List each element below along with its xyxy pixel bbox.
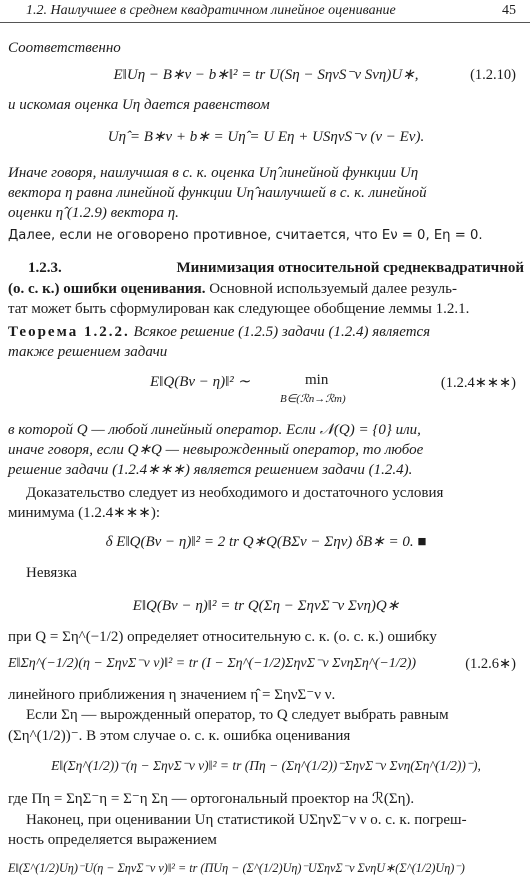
running-title: 1.2. Наилучшее в среднем квадратичном линейное оценивание (26, 3, 396, 18)
text-line: оценки η̂ (1.2.9) вектора η. (8, 205, 179, 221)
equation-number: (1.2.6∗) (465, 656, 516, 672)
theorem-line (8, 322, 524, 342)
text-line: иначе говоря, если Q∗Q — невырожденный оператор, то любое (8, 442, 424, 458)
section-text: Основной используемый далее резуль- (205, 281, 457, 297)
theorem-text: Всякое решение (1.2.5) задачи (1.2.4) является (129, 324, 431, 340)
text-line: тат может быть сформулирован как следующее обобщение леммы 1.2.1. (8, 301, 470, 317)
min-subscript: B∈(ℛn→ℛm) (280, 393, 346, 405)
theorem-line: также решением задачи (8, 344, 168, 360)
text-line: в которой Q — любой линейный оператор. Если 𝒩(Q) = {0} или, (8, 422, 421, 438)
text-line: Далее, если не оговорено противное, считается, что Eν = 0, Eη = 0. (8, 228, 483, 243)
section-title: Минимизация относительной среднеквадратичной (176, 260, 524, 276)
text-line: Соответственно (8, 40, 121, 56)
text-line: Наконец, при оценивании Uη статистикой UΣηνΣ⁻ν ν о. с. к. погреш- (26, 812, 467, 828)
text-line: линейного приближения η значением η̂ = ΣηνΣ⁻ν ν. (8, 687, 336, 703)
equation-number: (1.2.10) (470, 67, 516, 83)
text-line: Иначе говоря, наилучшая в с. к. оценка Uη̂ линейной функции Uη (8, 165, 419, 181)
equation-lhs: E‖Q(Bν − η)‖² ∼ (150, 374, 251, 390)
text-line: минимума (1.2.4∗∗∗): (8, 505, 161, 521)
equation-1-2-6-star: E‖Ση^(−1/2)(η − ΣηνΣ⁻ν ν)‖² = tr (I − Ση^(−1/2)ΣηνΣ⁻ν ΣνηΣη^(−1/2)) (8, 656, 417, 671)
section-title-continued: (о. с. к.) ошибки оценивания. (8, 281, 206, 297)
text-line: Невязка (26, 565, 77, 581)
section-number: 1.2.3. (28, 260, 62, 276)
equation-number: (1.2.4∗∗∗) (440, 375, 516, 391)
theorem-label: Теорема 1.2.2. (8, 324, 130, 340)
text-line: (Ση^(1/2))⁻. В этом случае о. с. к. ошибка оценивания (8, 728, 351, 744)
equation-1-2-4-star (150, 370, 400, 414)
text-line: и искомая оценка Uη дается равенством (8, 97, 270, 113)
text-line: где Πη = ΣηΣ⁻η = Σ⁻η Ση — ортогональный проектор на ℛ(Ση). (8, 791, 415, 807)
text-line: Если Ση — вырожденный оператор, то Q следует выбрать равным (26, 707, 449, 723)
page-number: 45 (502, 3, 516, 18)
text-line: решение задачи (1.2.4∗∗∗) является решением задачи (1.2.4). (8, 462, 413, 478)
text-line: при Q = Ση^(−1/2) определяет относительную с. к. (о. с. к.) ошибку (8, 629, 437, 645)
text-line: Доказательство следует из необходимого и достаточного условия (26, 485, 444, 501)
min-operator: min (305, 372, 329, 388)
running-header (0, 0, 530, 23)
equation-estimate: Uη̂ = B∗ν + b∗ = Uη̂ = U Eη + USηνS⁻ν (ν − Eν). (107, 129, 425, 145)
text-line: вектора η равна линейной функции Uη̂ наилучшей в с. к. линейной (8, 185, 427, 201)
equation-degenerate: E‖(Ση^(1/2))⁻(η − ΣηνΣ⁻ν ν)‖² = tr (Πη − (Ση^(1/2))⁻ΣηνΣ⁻ν Σνη(Ση^(1/2))⁻), (51, 758, 481, 773)
text-line: ность определяется выражением (8, 832, 217, 848)
equation-final: E‖(Σ^(1/2)Uη)⁻U(η − ΣηνΣ⁻ν ν)‖² = tr (ΠUη − (Σ^(1/2)Uη)⁻UΣηνΣ⁻ν ΣνηU∗(Σ^(1/2)Uη)⁻) (8, 861, 465, 875)
equation-proof: δ E‖Q(Bν − η)‖² = 2 tr Q∗Q(BΣν − Σην) δB∗ = 0. ■ (105, 534, 427, 550)
equation-1-2-10: E‖Uη − B∗ν − b∗‖² = tr U(Sη − SηνS⁻ν Sνη)U∗, (113, 67, 419, 83)
section-heading-line-2 (8, 279, 524, 299)
equation-residual: E‖Q(Bν − η)‖² = tr Q(Ση − ΣηνΣ⁻ν Σνη)Q∗ (132, 598, 400, 614)
section-heading-line-1 (28, 258, 524, 278)
